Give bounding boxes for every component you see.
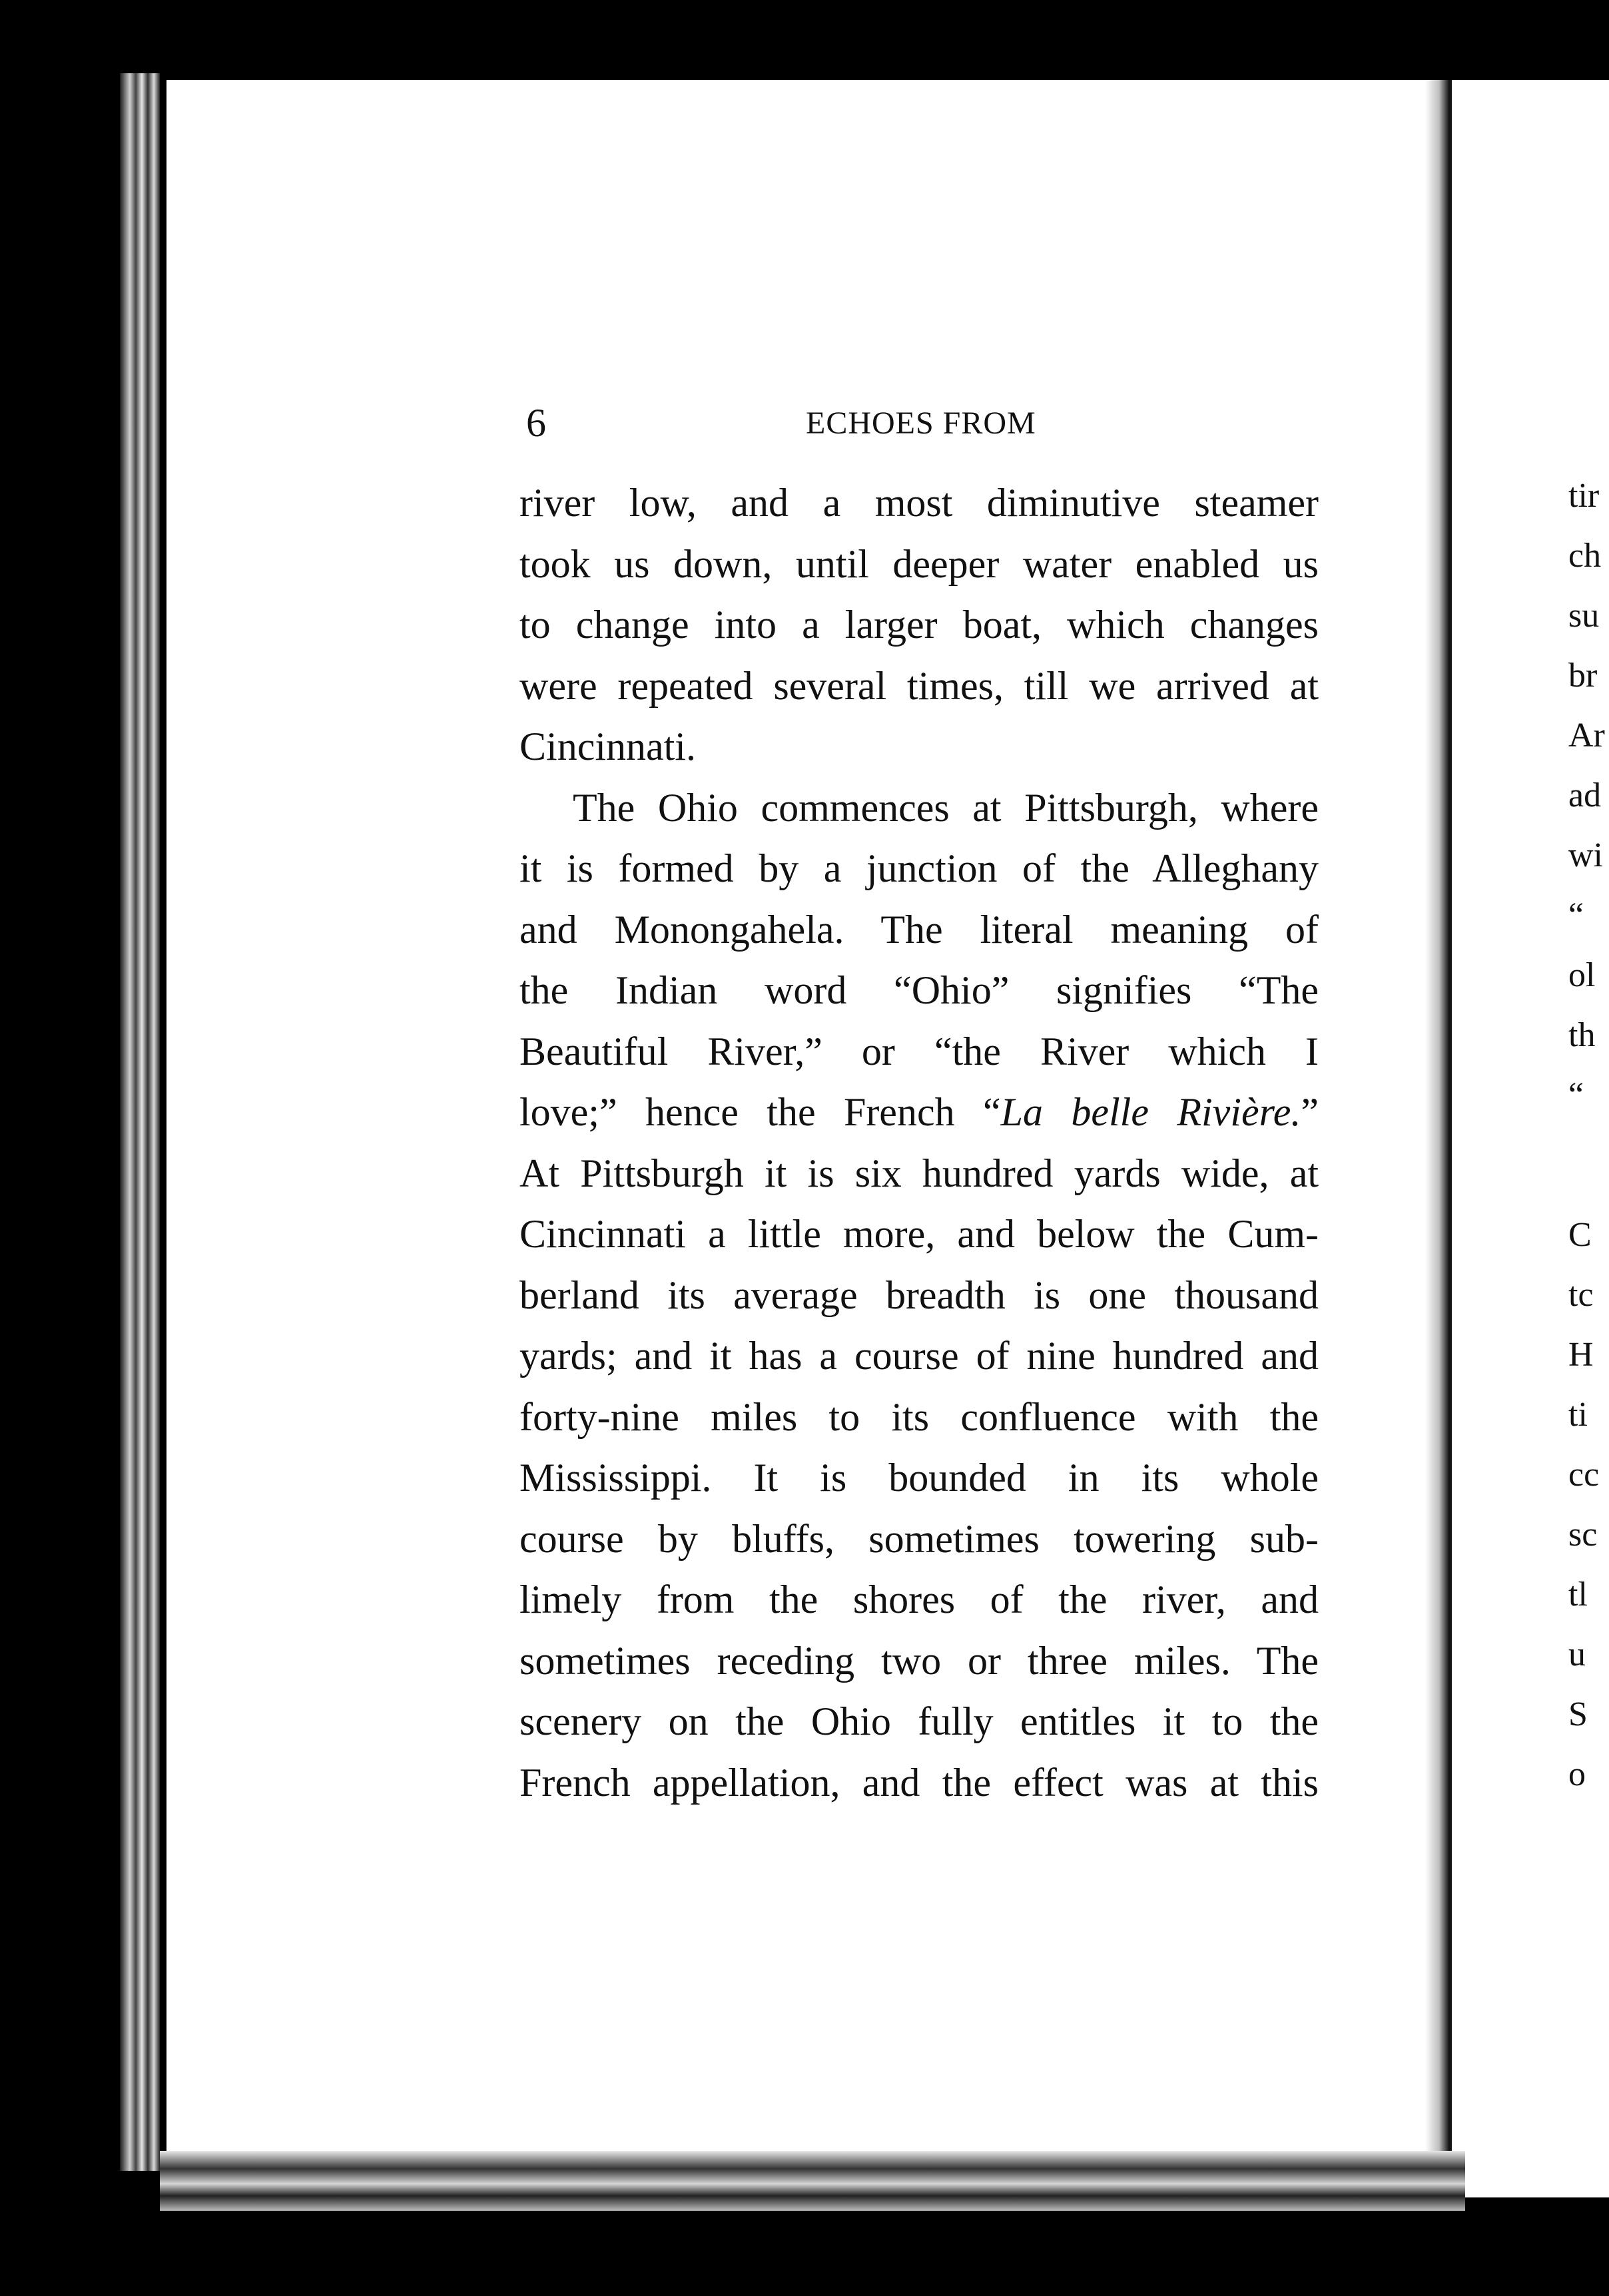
text-line: Beautiful River,” or “the River which I <box>519 1029 1319 1073</box>
text-line: course by bluffs, sometimes towering sub- <box>519 1516 1319 1561</box>
text-segment: love;” hence the French “ <box>519 1090 1001 1134</box>
fragment: H <box>1568 1336 1594 1374</box>
running-head: ECHOES FROM <box>806 406 1036 441</box>
italic-phrase: La belle Rivière. <box>1000 1090 1301 1134</box>
text-line: to change into a larger boat, which changes <box>519 603 1319 647</box>
page-stack-edges <box>120 73 160 2171</box>
text-line: scenery on the Ohio fully entitles it to the <box>519 1699 1319 1743</box>
fragment: “ <box>1568 896 1584 934</box>
fragment: C <box>1568 1216 1592 1254</box>
page-header <box>526 400 1325 446</box>
fragment: cc <box>1568 1456 1600 1494</box>
text-line: At Pittsburgh it is six hundred yards wide, at <box>519 1151 1319 1195</box>
fragment: ti <box>1568 1396 1588 1434</box>
page-number: 6 <box>526 401 546 445</box>
fragment: Ar <box>1568 717 1605 754</box>
text-line: sometimes receding two or three miles. The <box>519 1638 1319 1683</box>
fragment: tc <box>1568 1276 1594 1314</box>
fragment: tl <box>1568 1576 1588 1613</box>
fragment: tir <box>1568 477 1600 515</box>
text-line: limely from the shores of the river, and <box>519 1578 1319 1621</box>
fragment: S <box>1568 1695 1588 1733</box>
text-line: took us down, until deeper water enabled us <box>519 541 1319 586</box>
fragment: ad <box>1568 776 1602 814</box>
text-line: the Indian word “Ohio” signifies “The <box>519 968 1319 1012</box>
text-line <box>519 1082 1319 1143</box>
text-line: it is formed by a junction of the Alleghany <box>519 846 1319 890</box>
fragment: br <box>1568 657 1598 695</box>
fragment: u <box>1568 1635 1586 1673</box>
fragment: wi <box>1568 836 1603 874</box>
text-line: berland its average breadth is one thousand <box>519 1273 1319 1317</box>
text-line: forty-nine miles to its confluence with the <box>519 1394 1319 1439</box>
fragment: su <box>1568 597 1600 635</box>
body-text <box>519 473 1319 1813</box>
fragment: ch <box>1568 537 1602 575</box>
text-line: Cincinnati a little more, and below the Cum- <box>519 1212 1319 1256</box>
fragment: o <box>1568 1755 1586 1793</box>
text-line: Mississippi. It is bounded in its whole <box>519 1456 1319 1500</box>
text-line: were repeated several times, till we arrived at <box>519 663 1319 708</box>
text-line: and Monongahela. The literal meaning of <box>519 907 1319 952</box>
text-line: river low, and a most diminutive steamer <box>519 481 1319 525</box>
fragment: “ <box>1568 1076 1584 1114</box>
page-bottom-edges <box>160 2151 1465 2211</box>
facing-page-text <box>1568 466 1605 1805</box>
fragment: th <box>1568 1016 1596 1054</box>
fragment: ol <box>1568 956 1596 994</box>
text-line: French appellation, and the effect was at this <box>519 1760 1319 1805</box>
fragment: sc <box>1568 1516 1598 1554</box>
text-line: yards; and it has a course of nine hundred and <box>519 1334 1319 1378</box>
spacer <box>1568 1125 1605 1205</box>
text-line: Cincinnati. <box>519 724 696 768</box>
text-line: The Ohio commences at Pittsburgh, where <box>573 785 1319 830</box>
text-segment: ” <box>1301 1090 1319 1134</box>
